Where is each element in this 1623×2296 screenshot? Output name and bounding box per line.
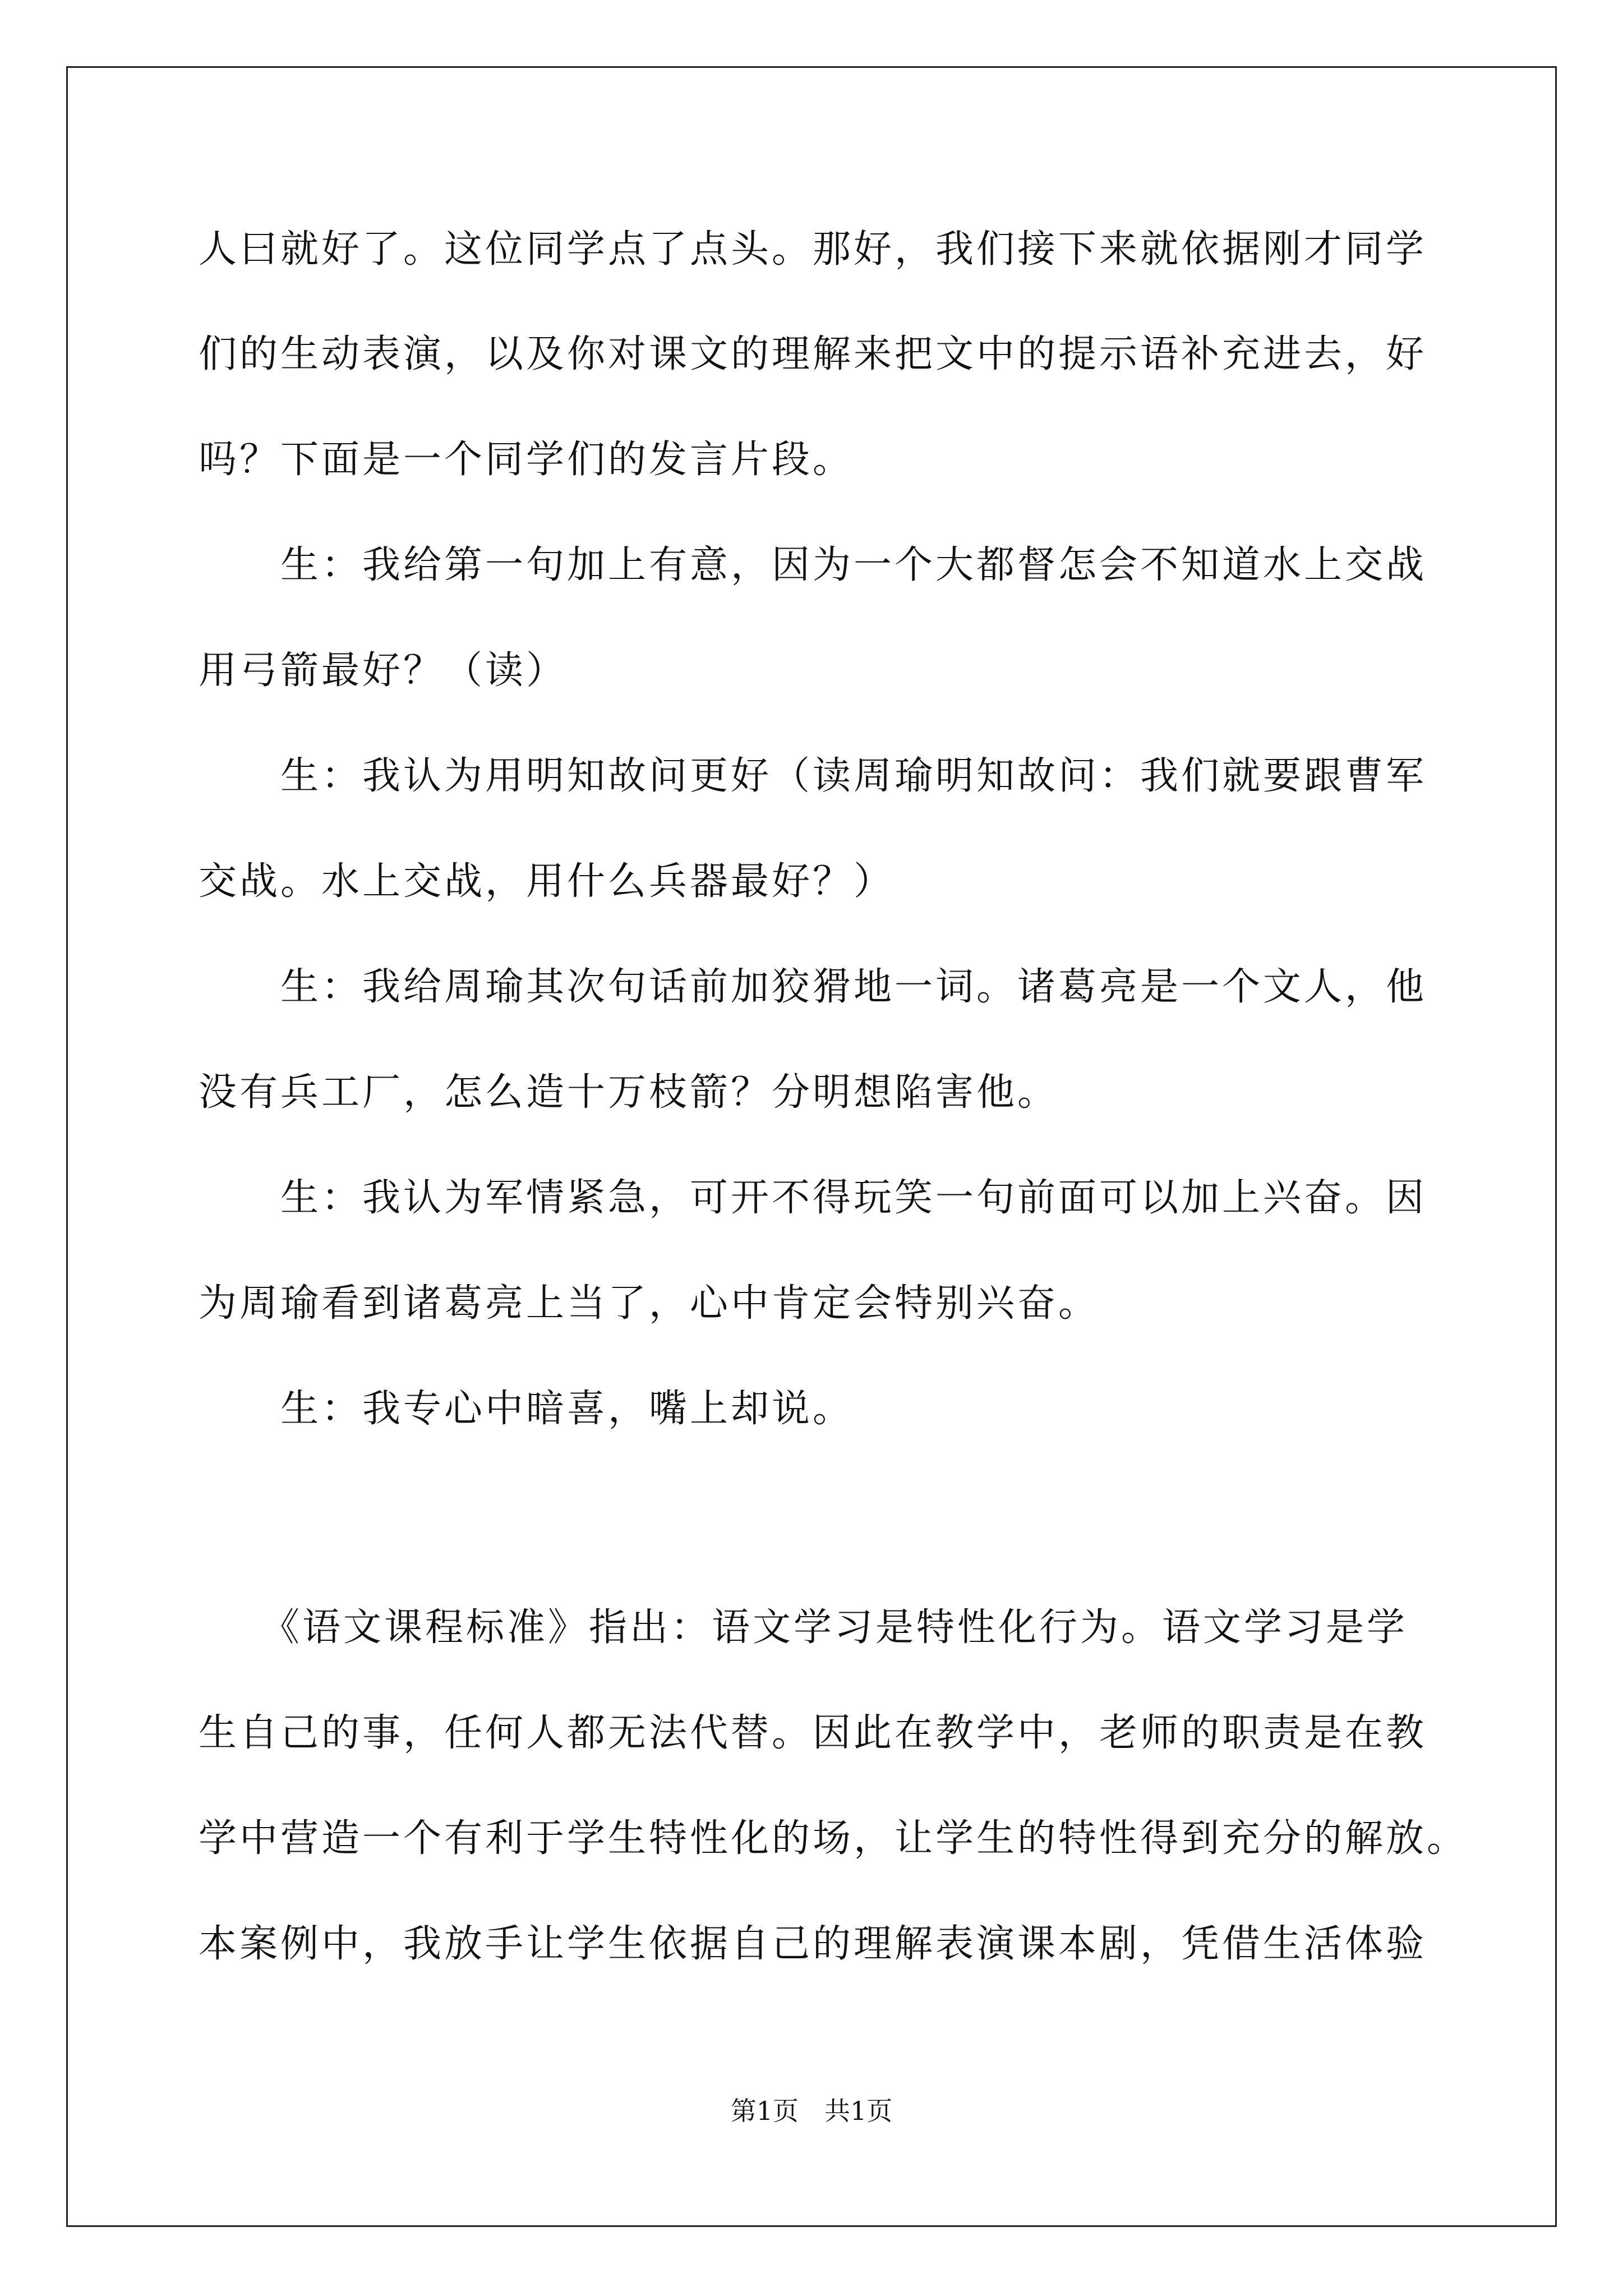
text-line: 本案例中，我放手让学生依据自己的理解表演课本剧，凭借生活体验 xyxy=(199,1922,1427,1966)
text-line: 学中营造一个有利于学生特性化的场，让学生的特性得到充分的解放。 xyxy=(199,1816,1468,1861)
text-line: 生自己的事，任何人都无法代替。因此在教学中，老师的职责是在教 xyxy=(199,1711,1427,1755)
text-line: 交战。水上交战，用什么兵器最好？） xyxy=(199,859,895,904)
page-footer: 第1页 共1页 xyxy=(730,2096,893,2126)
text-line: 生：我给第一句加上有意，因为一个大都督怎会不知道水上交战 xyxy=(199,543,1427,587)
text-line: 们的生动表演，以及你对课文的理解来把文中的提示语补充进去，好 xyxy=(199,332,1427,376)
text-line: 生：我认为用明知故问更好（读周瑜明知故问：我们就要跟曹军 xyxy=(199,754,1427,798)
text-line: 用弓箭最好？（读） xyxy=(199,648,568,693)
text-line: 生：我给周瑜其次句话前加狡猾地一词。诸葛亮是一个文人，他 xyxy=(199,965,1427,1009)
text-line: 为周瑜看到诸葛亮上当了，心中肯定会特别兴奋。 xyxy=(199,1281,1100,1326)
text-line: 没有兵工厂，怎么造十万枝箭？分明想陷害他。 xyxy=(199,1070,1059,1115)
text-line: 人曰就好了。这位同学点了点头。那好，我们接下来就依据刚才同学 xyxy=(199,227,1427,272)
text-line: 生：我认为军情紧急，可开不得玩笑一句前面可以加上兴奋。因 xyxy=(199,1176,1427,1220)
text-line: 生：我专心中暗喜，嘴上却说。 xyxy=(199,1387,854,1431)
text-line: 《语文课程标准》指出：语文学习是特性化行为。语文学习是学 xyxy=(199,1605,1408,1650)
page-border xyxy=(66,66,1557,2227)
text-line: 吗？下面是一个同学们的发言片段。 xyxy=(199,438,854,482)
